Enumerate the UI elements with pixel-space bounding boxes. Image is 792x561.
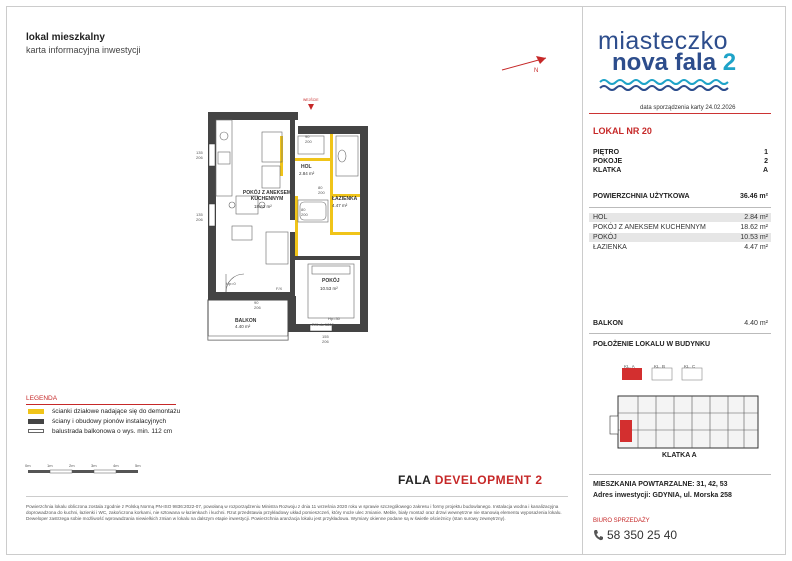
investment-address: Adres inwestycji: GDYNIA, ul. Morska 258: [593, 492, 732, 499]
scale-tick-4: 4m: [113, 463, 119, 468]
area-divider: [589, 207, 771, 208]
logo-line1: miasteczko: [598, 27, 729, 55]
scale-tick-5: 5m: [135, 463, 141, 468]
plan-dim-window-3: 155 206: [322, 334, 329, 344]
sales-office-label: BIURO SPRZEDAŻY: [593, 518, 650, 524]
plan-note-fx: F/X: [276, 286, 283, 291]
plan-dim-door-1: 90 200: [305, 134, 312, 144]
plan-area-bathroom: 4.47 m²: [332, 203, 348, 208]
plan-dim-window-2: 135 206: [196, 212, 203, 222]
staircase-label-b: KL. B: [654, 364, 666, 369]
plan-dim-window-1: 135 206: [196, 150, 203, 160]
repeated-units: MIESZKANIA POWTARZALNE: 31, 42, 53: [593, 481, 728, 488]
staircase-a-marker: [622, 368, 642, 380]
detail-value-staircase: A: [762, 167, 768, 174]
plan-note-hp0: Hp=0: [226, 281, 236, 286]
area-value: 36.46 m²: [739, 193, 768, 200]
plan-room-bedroom: POKÓJ: [322, 278, 340, 284]
legend-swatch-railing: [28, 429, 44, 433]
phone-icon: [593, 529, 603, 541]
unit-location-marker: [620, 420, 632, 442]
floor-plan: [190, 96, 370, 346]
document-title: lokal mieszkalny: [26, 32, 105, 43]
svg-text:N: N: [534, 68, 539, 74]
legend-item-demountable: ścianki działowe nadające się do demontażu: [52, 408, 181, 415]
scale-tick-1: 1m: [47, 463, 53, 468]
disclaimer-divider: [26, 496, 568, 497]
disclaimer-text: Powierzchnia lokalu obliczona zostala zgodnie z Polską Normą PN-ISO 9836:2022-07, powołaną w rozporządzeniu Ministra Rozwoju z dnia 11 września 2020 roku w sprawie szczegółowego zakresu i formy projektu budowlanego. Instalacja wodna i kanalizacyjna doprowadzona do kuchni, łazienki i WC, zakończona korkami, nie sztowana w łazienkach i kuchni. Rzut przedstawia przykładowy układ pomieszczeń, który może ulec zmianie. Meble, biały montaż oraz drzwi wewnętrzne nie stanowią elementu wyposażenia lokalu. Deweloper zastrzega sobie możliwość wprowadzania niewielkich zmian w lokalu na dalszym etapie inwestycji. Powierzchnia aranżacja lokalu jest przykładowa. Wymiary okienne podane są w świetle ościeżnicy (stan surowy zewnętrzny).: [26, 504, 562, 521]
logo-line2-text: nova fala: [612, 49, 717, 76]
plan-area-living: 18.62 m²: [254, 204, 272, 209]
room-area-hol: 2.84 m²: [744, 214, 768, 221]
unit-title: LOKAL NR 20: [593, 126, 652, 136]
scale-tick-0: 0m: [25, 463, 31, 468]
scale-tick-3: 3m: [91, 463, 97, 468]
building-outline: [618, 396, 758, 448]
location-title: POŁOŻENIE LOKALU W BUDYNKU: [593, 341, 711, 348]
room-area-bathroom: 4.47 m²: [744, 244, 768, 251]
detail-value-floor: 1: [764, 149, 768, 156]
detail-label-floor: PIĘTRO: [593, 149, 620, 156]
plan-dim-door-4: 90 206: [254, 300, 261, 310]
staircase-b-marker: [652, 368, 672, 380]
entrance-label: WEJŚCIE: [303, 98, 319, 102]
plan-dim-door-2: 80 200: [318, 185, 325, 195]
plan-dim-door-3: 80 200: [301, 207, 308, 217]
room-name-bedroom: POKÓJ: [593, 234, 617, 241]
staircase-c-marker: [682, 368, 702, 380]
staircase-label-c: KL. C: [684, 364, 696, 369]
repeated-divider: [589, 474, 771, 475]
plan-room-balcony: BALKON: [235, 318, 257, 324]
date-underline: [589, 113, 771, 114]
area-label: POWIERZCHNIA UŻYTKOWA: [593, 193, 690, 200]
plan-room-living: POKÓJ Z ANEKSEM KUCHENNYM: [242, 190, 292, 202]
logo-line2: [612, 49, 736, 77]
column-divider: [582, 6, 583, 555]
room-area-living: 18.62 m²: [740, 224, 768, 231]
document-subtitle: karta informacyjna inwestycji: [26, 45, 141, 55]
legend-title: LEGENDA: [26, 395, 58, 402]
room-name-hol: HOL: [593, 214, 608, 221]
legend-item-railing: balustrada balkonowa o wys. min. 112 cm: [52, 428, 173, 435]
detail-label-rooms: POKOJE: [593, 158, 623, 165]
legend-item-walls: ściany i obudowy pionów instalacyjnych: [52, 418, 167, 425]
sales-phone[interactable]: 58 350 25 40: [607, 528, 678, 542]
staircase-caption: KLATKA A: [662, 452, 697, 459]
detail-value-rooms: 2: [764, 158, 768, 165]
plan-note-fx-1800: F/X do 1800: [312, 322, 334, 327]
plan-room-bathroom: ŁAZIENKA: [332, 196, 358, 202]
plan-area-bedroom: 10.53 m²: [320, 286, 338, 291]
balcony-label: BALKON: [593, 320, 623, 327]
plan-room-hol: HOL: [301, 164, 312, 170]
north-arrow-icon: [500, 52, 554, 74]
developer-logo: [398, 473, 543, 487]
scale-tick-2: 2m: [69, 463, 75, 468]
balcony-divider: [589, 333, 771, 334]
detail-label-staircase: KLATKA: [593, 167, 622, 174]
legend-swatch-walls: [28, 419, 44, 424]
legend-underline: [26, 404, 176, 405]
room-name-living: POKÓJ Z ANEKSEM KUCHENNYM: [593, 224, 706, 231]
logo-line2-number: 2: [722, 49, 737, 76]
legend-swatch-demountable: [28, 409, 44, 414]
developer-name-part2: DEVELOPMENT 2: [434, 473, 543, 487]
logo-waves-icon: [598, 78, 734, 92]
plan-area-hol: 2.84 m²: [299, 171, 315, 176]
plan-note-hp30: Hp=30: [328, 316, 340, 321]
developer-name-part1: FALA: [398, 473, 431, 487]
balcony-value: 4.40 m²: [744, 320, 768, 327]
room-area-bedroom: 10.53 m²: [740, 234, 768, 241]
staircase-label-a: KL. A: [624, 364, 635, 369]
plan-area-balcony: 4.40 m²: [235, 324, 251, 329]
room-name-bathroom: ŁAZIENKA: [593, 244, 627, 251]
card-date: data sporządzenia karty 24.02.2026: [640, 105, 736, 111]
